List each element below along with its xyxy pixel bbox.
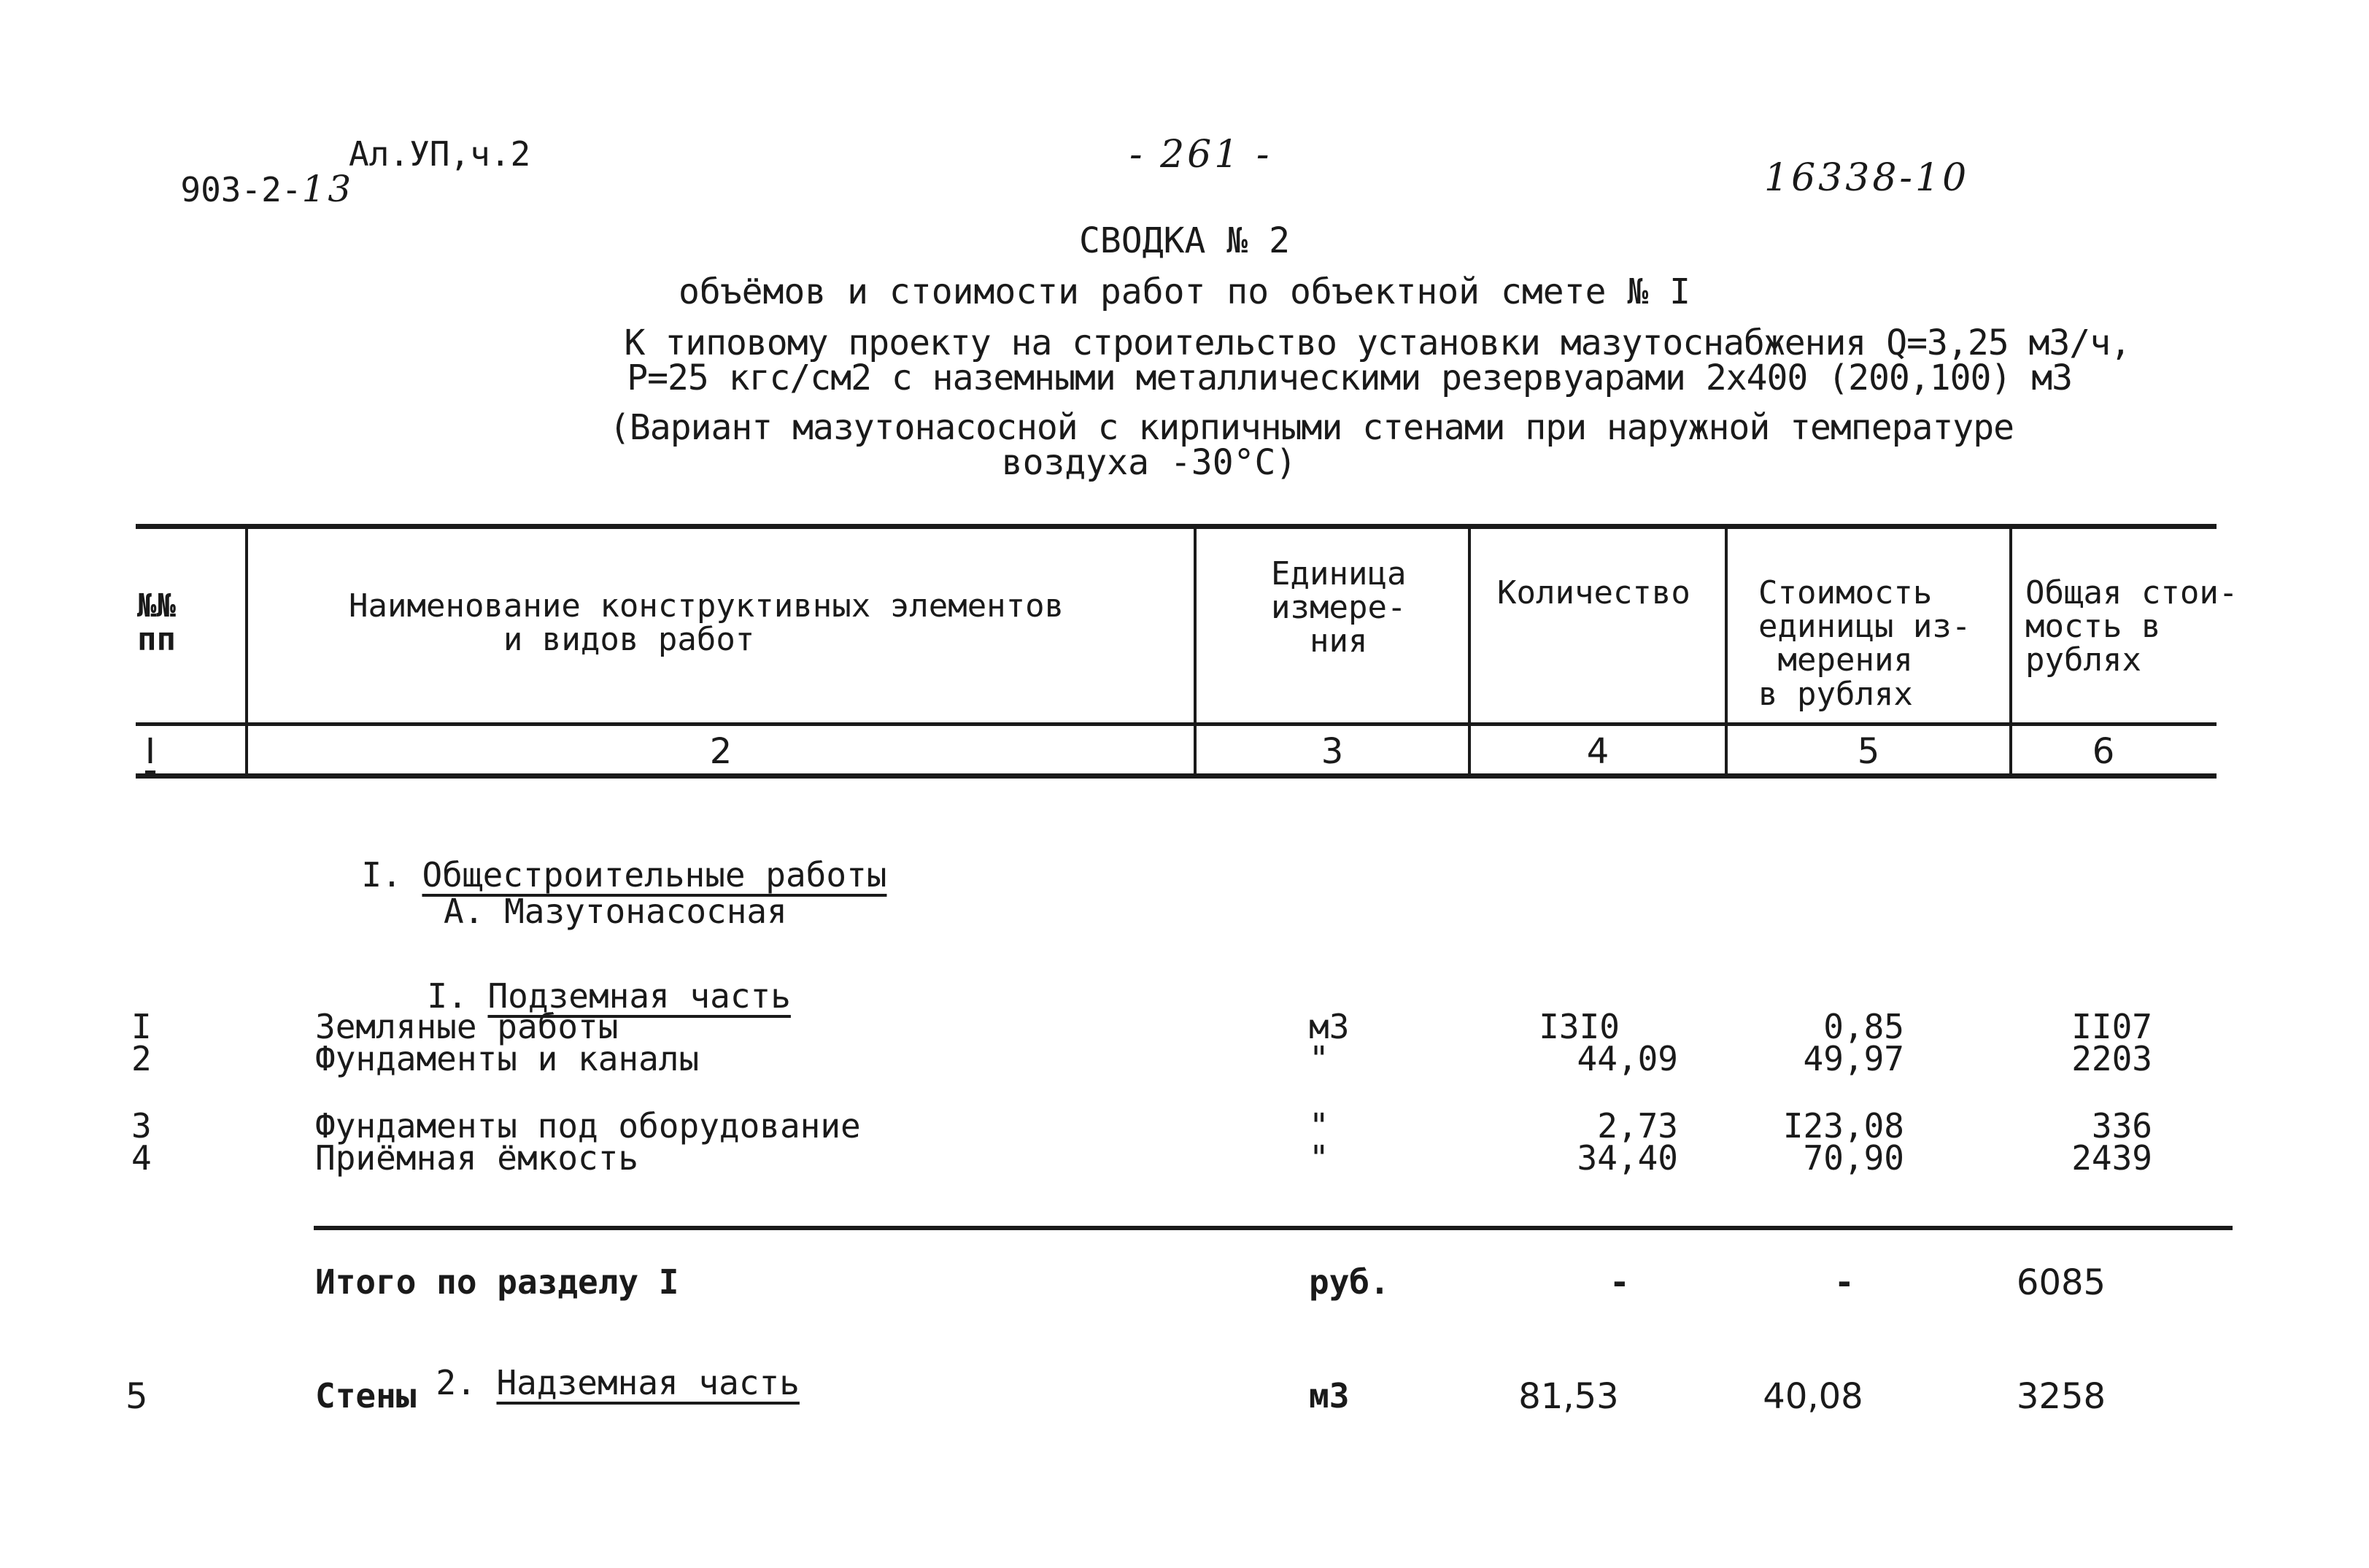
subtotal-unit-price: - [1834, 1262, 1855, 1302]
row-total: II07 [2071, 1007, 2152, 1046]
part-heading-title: Надземная часть [496, 1363, 800, 1402]
col-header-quantity: Количество [1497, 574, 1690, 611]
row-name: Стены [315, 1376, 417, 1416]
section-heading [321, 824, 887, 895]
col-number-4: 4 [1586, 731, 1609, 772]
col-number-1: I [144, 731, 156, 772]
row-number: 2 [131, 1039, 152, 1078]
row-number: 4 [131, 1138, 152, 1178]
table-top-rule [136, 524, 2217, 529]
table-number-row-rule [136, 773, 2217, 779]
part-heading-number: 2. [436, 1363, 497, 1402]
part-heading [395, 1332, 800, 1402]
row-unit-price: 70,90 [1803, 1138, 1904, 1178]
document-code-handwritten: 13 [301, 168, 355, 210]
row-unit-price: 49,97 [1803, 1039, 1904, 1078]
row-quantity: 2,73 [1597, 1106, 1678, 1146]
subsection-heading: А. Мазутонасосная [444, 892, 787, 931]
row-number: I [131, 1007, 152, 1046]
row-unit: м3 [1309, 1376, 1350, 1416]
part-heading [387, 946, 791, 1016]
row-unit: " [1309, 1039, 1329, 1078]
col-header-total: Общая стои- мость в рублях [2025, 574, 2238, 679]
page-number: - 261 - [1129, 133, 1272, 177]
title-line-5: (Вариант мазутонасосной с кирпичными стенами при наружной температуре [609, 407, 2014, 448]
row-name: Фундаменты и каналы [315, 1039, 700, 1078]
row-name: Приёмная ёмкость [315, 1138, 639, 1178]
row-quantity: 81,53 [1518, 1376, 1619, 1417]
col-header-name: Наименование конструктивных элементов и видов работ [349, 587, 1064, 659]
title-line-6: воздуха -30°С) [1001, 442, 1297, 483]
row-number: 5 [125, 1376, 148, 1417]
subtotal-total: 6085 [2016, 1262, 2106, 1303]
row-quantity: 34,40 [1577, 1138, 1678, 1178]
subtotal-unit: руб. [1309, 1262, 1390, 1302]
row-total: 3258 [2016, 1376, 2106, 1417]
row-total: 2439 [2071, 1138, 2152, 1178]
row-unit-price: I23,08 [1782, 1106, 1904, 1146]
row-name: Фундаменты под оборудование [315, 1106, 861, 1146]
title-line-3: К типовому проекту на строительство установки мазутоснабжения Q=3,25 м3/ч, [624, 323, 2130, 363]
title-line-1: СВОДКА № 2 [1079, 220, 1290, 261]
row-total: 2203 [2071, 1039, 2152, 1078]
row-unit-price: 40,08 [1763, 1376, 1863, 1417]
album-reference: Ал.УП,ч.2 [349, 134, 531, 174]
row-quantity: 44,09 [1577, 1039, 1678, 1078]
col-number-5: 5 [1857, 731, 1880, 772]
archive-number: 16338-10 [1764, 156, 1970, 200]
col-header-unit: Единица измере- ния [1271, 555, 1407, 660]
col-number-2: 2 [709, 731, 733, 772]
row-unit-price: 0,85 [1823, 1007, 1904, 1046]
col-number-3: 3 [1321, 731, 1344, 772]
col-header-unit-price: Стоимость единицы из- мерения в рублях [1758, 574, 1971, 713]
subtotal-label: Итого по разделу I [315, 1262, 679, 1302]
part-heading-number: I. [427, 976, 488, 1016]
document-code [140, 137, 355, 210]
document-code-printed: 903-2- [180, 170, 302, 209]
col-number-6: 6 [2092, 731, 2115, 772]
row-unit: " [1309, 1138, 1329, 1178]
row-quantity: I3I0 [1539, 1007, 1620, 1046]
row-unit: " [1309, 1106, 1329, 1146]
title-line-4: Р=25 кгс/см2 с наземными металлическими резервуарами 2х400 (200,100) м3 [627, 358, 2072, 398]
col-header-number: №№ пп [137, 587, 176, 659]
row-number: 3 [131, 1106, 152, 1146]
subtotal-rule [314, 1226, 2233, 1230]
subtotal-quantity: - [1609, 1262, 1630, 1302]
part-heading-title: Подземная часть [487, 976, 791, 1016]
section-heading-number: I. [361, 855, 422, 895]
row-total: 336 [2091, 1106, 2152, 1146]
section-heading-title: Общестроительные работы [422, 855, 887, 895]
table-header-rule [136, 722, 2217, 726]
row-name: Земляные работы [315, 1007, 619, 1046]
row-unit: м3 [1309, 1007, 1350, 1046]
title-line-2: объёмов и стоимости работ по объектной смете № I [678, 271, 1691, 312]
